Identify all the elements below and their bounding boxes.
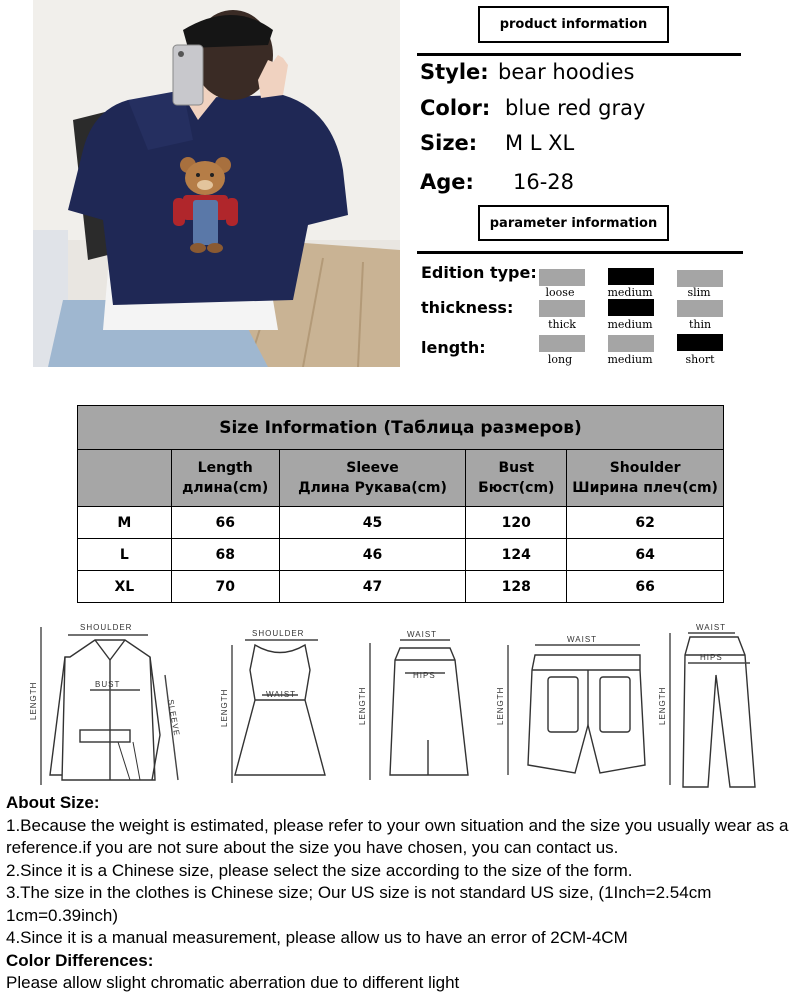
row-size-label: XL — [78, 571, 172, 603]
thickness-swatch-medium — [608, 299, 654, 316]
style-label: Style: — [420, 60, 489, 84]
length-caption-short: short — [685, 353, 715, 366]
jacket-bust-label: BUST — [95, 680, 121, 689]
row-bust-value: 124 — [466, 539, 567, 571]
header-length-ru: длина(cm) — [182, 480, 269, 496]
color-differences-heading: Color Differences: — [6, 950, 154, 970]
header-shoulder-ru: Ширина плеч(cm) — [572, 480, 718, 496]
length-caption-medium: medium — [607, 353, 653, 366]
table-row — [78, 539, 724, 571]
jacket-length-label: LENGTH — [29, 681, 38, 720]
header-bust-en: Bust — [498, 460, 535, 476]
dress-sketch — [232, 640, 325, 783]
length-swatch-long — [539, 335, 585, 352]
shorts-sketch — [508, 645, 645, 775]
edition-swatch-loose — [539, 269, 585, 286]
size-notes — [6, 792, 798, 995]
shorts-length-label: LENGTH — [496, 686, 505, 725]
edition-swatch-medium — [608, 268, 654, 285]
length-swatch-short — [677, 334, 723, 351]
header-bust — [466, 450, 567, 507]
row-length-value: 66 — [171, 507, 279, 539]
edition-caption-loose: loose — [545, 286, 575, 299]
edition-caption-medium: medium — [607, 286, 653, 299]
row-size-label: L — [78, 539, 172, 571]
row-length-value: 68 — [171, 539, 279, 571]
row-sleeve-value: 46 — [279, 539, 466, 571]
age-row — [420, 170, 575, 194]
header-sleeve-en: Sleeve — [346, 460, 399, 476]
color-label: Color: — [420, 96, 491, 120]
style-row — [420, 60, 635, 84]
thickness-caption-thin: thin — [688, 318, 712, 331]
thickness-swatch-thick — [539, 300, 585, 317]
product-info-divider — [417, 53, 741, 56]
size-row — [420, 131, 575, 155]
row-sleeve-value: 47 — [279, 571, 466, 603]
jacket-shoulder-label: SHOULDER — [80, 623, 133, 632]
length-swatch-medium — [608, 335, 654, 352]
color-value: blue red gray — [505, 96, 646, 120]
skirt-hips-label: HIPS — [413, 671, 436, 680]
parameter-information-title — [478, 205, 669, 241]
color-row — [420, 96, 646, 120]
header-shoulder — [567, 450, 724, 507]
measurement-sketches — [0, 615, 800, 795]
size-value: M L XL — [505, 131, 575, 155]
age-value: 16-28 — [513, 170, 575, 194]
header-bust-ru: Бюст(cm) — [478, 480, 555, 496]
length-caption-long: long — [547, 353, 573, 366]
dress-waist-label: WAIST — [266, 690, 297, 699]
table-row — [78, 507, 724, 539]
header-sleeve-ru: Длина Рукава(cm) — [298, 480, 447, 496]
size-header-blank — [78, 450, 172, 507]
product-information-title-text: product information — [499, 17, 648, 32]
color-differences-note: Please allow slight chromatic aberration due to different light — [6, 973, 460, 992]
jacket-sketch — [41, 627, 178, 785]
row-size-label: M — [78, 507, 172, 539]
parameter-info-divider — [417, 251, 743, 254]
row-shoulder-value: 64 — [567, 539, 724, 571]
trousers-waist-label: WAIST — [696, 623, 727, 632]
thickness-label: thickness: — [421, 298, 514, 317]
header-shoulder-en: Shoulder — [609, 460, 681, 476]
row-shoulder-value: 62 — [567, 507, 724, 539]
jacket-sleeve-label: SLEEVE — [166, 698, 182, 737]
about-size-note-3: 3.The size in the clothes is Chinese size; Our US size is not standard US size, (1Inch=2.54cm 1cm=0.39inch) — [6, 883, 712, 925]
size-label: Size: — [420, 131, 478, 155]
about-size-note-2: 2.Since it is a Chinese size, please select the size according to the size of the form. — [6, 860, 633, 880]
header-length — [171, 450, 279, 507]
parameter-information-title-text: parameter information — [489, 215, 658, 231]
skirt-waist-label: WAIST — [407, 630, 438, 639]
age-label: Age: — [420, 170, 474, 194]
size-table-title: Size Information (Таблица размеров) — [78, 406, 724, 450]
style-value: bear hoodies — [498, 60, 635, 84]
shorts-waist-label: WAIST — [567, 635, 598, 644]
thickness-swatch-thin — [677, 300, 723, 317]
table-row — [78, 571, 724, 603]
trousers-hips-label: HIPS — [700, 653, 723, 662]
header-length-en: Length — [197, 460, 253, 476]
edition-type-label: Edition type: — [421, 263, 537, 282]
about-size-note-1: 1.Because the weight is estimated, please refer to your own situation and the size you usually wear as a reference.if you are not sure about the size you have chosen, you can contact us. — [6, 815, 789, 857]
dress-length-label: LENGTH — [220, 688, 229, 727]
thickness-caption-medium: medium — [607, 318, 653, 331]
row-bust-value: 120 — [466, 507, 567, 539]
row-length-value: 70 — [171, 571, 279, 603]
trousers-length-label: LENGTH — [658, 686, 667, 725]
edition-caption-slim: slim — [687, 286, 711, 299]
header-sleeve — [279, 450, 466, 507]
row-sleeve-value: 45 — [279, 507, 466, 539]
product-photo — [33, 0, 400, 367]
thickness-caption-thick: thick — [548, 318, 576, 331]
edition-swatch-slim — [677, 270, 723, 287]
dress-shoulder-label: SHOULDER — [252, 629, 305, 638]
row-bust-value: 128 — [466, 571, 567, 603]
size-table — [77, 405, 724, 603]
model-wearing-bear-hoodie-image — [33, 0, 400, 367]
about-size-heading: About Size: — [6, 793, 100, 812]
skirt-length-label: LENGTH — [358, 686, 367, 725]
length-label: length: — [421, 338, 486, 357]
about-size-note-4: 4.Since it is a manual measurement, please allow us to have an error of 2CM-4CM — [6, 928, 628, 947]
skirt-sketch — [370, 640, 468, 780]
product-information-title — [478, 6, 669, 43]
row-shoulder-value: 66 — [567, 571, 724, 603]
